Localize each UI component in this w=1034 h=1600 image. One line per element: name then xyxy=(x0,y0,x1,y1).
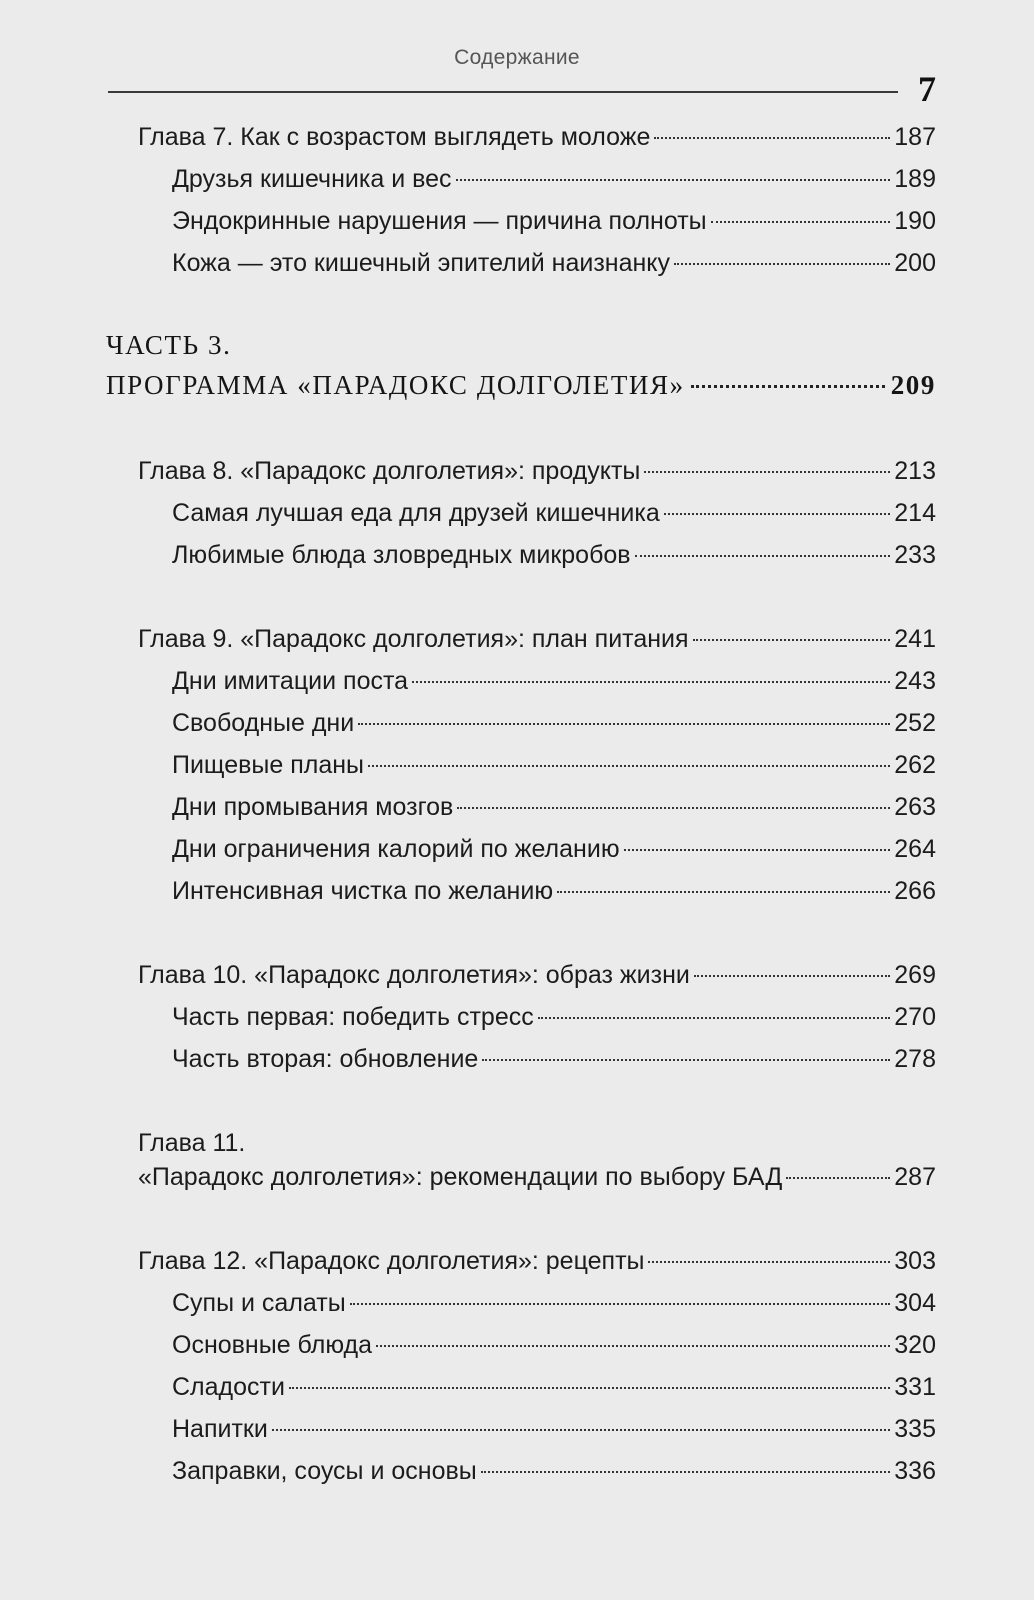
toc-entry-label: Глава 12. «Парадокс долголетия»: рецепты xyxy=(138,1247,645,1275)
toc-item xyxy=(172,1042,936,1076)
dot-leader xyxy=(694,975,890,977)
toc-item xyxy=(172,706,936,740)
toc-entry-label: Супы и салаты xyxy=(172,1289,346,1317)
toc-entry-page: 266 xyxy=(894,877,936,905)
toc-entry-label: Дни промывания мозгов xyxy=(172,793,454,821)
dot-leader xyxy=(457,807,890,809)
toc-entry-label: Основные блюда xyxy=(172,1331,373,1359)
header-rule xyxy=(108,91,898,93)
toc-entry-label: Эндокринные нарушения — причина полноты xyxy=(172,207,707,235)
toc-entry-page: 262 xyxy=(894,751,936,779)
toc-entry-page: 278 xyxy=(894,1045,936,1073)
toc-entry-page: 287 xyxy=(894,1163,936,1191)
dot-leader xyxy=(635,555,891,557)
toc-item xyxy=(172,748,936,782)
toc-entry-page: 335 xyxy=(894,1415,936,1443)
toc-entry-label: Часть первая: победить стресс xyxy=(172,1003,534,1031)
toc-entry-label: Часть вторая: обновление xyxy=(172,1045,479,1073)
page-number: 7 xyxy=(918,69,936,109)
toc-entry-label: Интенсивная чистка по желанию xyxy=(172,877,554,905)
dot-leader xyxy=(350,1303,891,1305)
toc-entry-page: 252 xyxy=(894,709,936,737)
toc-item xyxy=(172,1286,936,1320)
toc-entry-label: «Парадокс долголетия»: рекомендации по выбору БАД xyxy=(138,1163,783,1191)
toc-entry-page: 187 xyxy=(894,123,936,151)
toc-entry-page: 213 xyxy=(894,457,936,485)
toc-chapter-7 xyxy=(138,120,936,154)
dot-leader xyxy=(456,179,891,181)
toc-entry-page: 263 xyxy=(894,793,936,821)
toc-item xyxy=(172,162,936,196)
dot-leader xyxy=(358,723,890,725)
toc-entry-label: ПРОГРАММА «ПАРАДОКС ДОЛГОЛЕТИЯ» xyxy=(106,370,685,400)
dot-leader xyxy=(272,1429,890,1431)
dot-leader xyxy=(674,263,890,265)
toc-item xyxy=(172,664,936,698)
toc-entry-page: 189 xyxy=(894,165,936,193)
dot-leader xyxy=(538,1017,891,1019)
toc-entry-label: Глава 9. «Парадокс долголетия»: план питания xyxy=(138,625,689,653)
toc-chapter-12 xyxy=(138,1244,936,1278)
toc-entry-page: 336 xyxy=(894,1457,936,1485)
dot-leader xyxy=(691,385,885,388)
toc-chapter-8 xyxy=(138,454,936,488)
toc-entry-label: Кожа — это кишечный эпителий наизнанку xyxy=(172,249,671,277)
toc-entry-page: 331 xyxy=(894,1373,936,1401)
toc-entry-page: 270 xyxy=(894,1003,936,1031)
dot-leader xyxy=(786,1177,890,1179)
toc-entry-page: 304 xyxy=(894,1289,936,1317)
toc-chapter-11 xyxy=(138,1160,936,1194)
toc-item xyxy=(172,204,936,238)
dot-leader xyxy=(481,1471,891,1473)
toc-entry-label: Пищевые планы xyxy=(172,751,365,779)
dot-leader xyxy=(376,1345,890,1347)
toc-entry-page: 303 xyxy=(894,1247,936,1275)
toc-entry-page: 264 xyxy=(894,835,936,863)
dot-leader xyxy=(557,891,890,893)
toc-entry-label: Глава 7. Как с возрастом выглядеть моложе xyxy=(138,123,651,151)
toc-entry-page: 233 xyxy=(894,541,936,569)
toc-chapter-11-heading: Глава 11. xyxy=(138,1129,246,1157)
toc-entry-label: Дни имитации поста xyxy=(172,667,409,695)
running-head: Содержание xyxy=(454,46,580,69)
toc-item xyxy=(172,1454,936,1488)
toc-entry-page: 214 xyxy=(894,499,936,527)
dot-leader xyxy=(412,681,890,683)
toc-item xyxy=(172,496,936,530)
toc-entry-page: 209 xyxy=(890,370,936,400)
toc-entry-label: Любимые блюда зловредных микробов xyxy=(172,541,631,569)
toc-entry-label: Заправки, соусы и основы xyxy=(172,1457,477,1485)
toc-entry-label: Глава 8. «Парадокс долголетия»: продукты xyxy=(138,457,641,485)
toc-entry-page: 269 xyxy=(894,961,936,989)
toc-entry-label: Напитки xyxy=(172,1415,268,1443)
part-heading: ЧАСТЬ 3. xyxy=(106,330,232,360)
dot-leader xyxy=(289,1387,890,1389)
toc-entry-page: 200 xyxy=(894,249,936,277)
toc-item xyxy=(172,1000,936,1034)
dot-leader xyxy=(711,221,891,223)
dot-leader xyxy=(482,1059,890,1061)
toc-chapter-10 xyxy=(138,958,936,992)
toc-item xyxy=(172,874,936,908)
toc-entry-page: 241 xyxy=(894,625,936,653)
toc-item xyxy=(172,1370,936,1404)
toc-entry-label: Друзья кишечника и вес xyxy=(172,165,452,193)
toc-item xyxy=(172,832,936,866)
toc-entry-label: Сладости xyxy=(172,1373,285,1401)
toc-item xyxy=(172,1328,936,1362)
toc-item xyxy=(172,1412,936,1446)
dot-leader xyxy=(654,137,890,139)
dot-leader xyxy=(624,849,891,851)
toc-entry-page: 190 xyxy=(894,207,936,235)
toc-entry-page: 243 xyxy=(894,667,936,695)
toc-item xyxy=(172,790,936,824)
toc-part-3 xyxy=(106,370,936,401)
toc-entry-label: Дни ограничения калорий по желанию xyxy=(172,835,620,863)
dot-leader xyxy=(664,513,891,515)
toc-chapter-9 xyxy=(138,622,936,656)
toc-entry-label: Свободные дни xyxy=(172,709,355,737)
dot-leader xyxy=(644,471,890,473)
toc-item xyxy=(172,246,936,280)
toc-entry-page: 320 xyxy=(894,1331,936,1359)
toc-item xyxy=(172,538,936,572)
dot-leader xyxy=(693,639,891,641)
toc-entry-label: Глава 10. «Парадокс долголетия»: образ жизни xyxy=(138,961,690,989)
dot-leader xyxy=(368,765,890,767)
toc-entry-label: Самая лучшая еда для друзей кишечника xyxy=(172,499,660,527)
dot-leader xyxy=(648,1261,890,1263)
